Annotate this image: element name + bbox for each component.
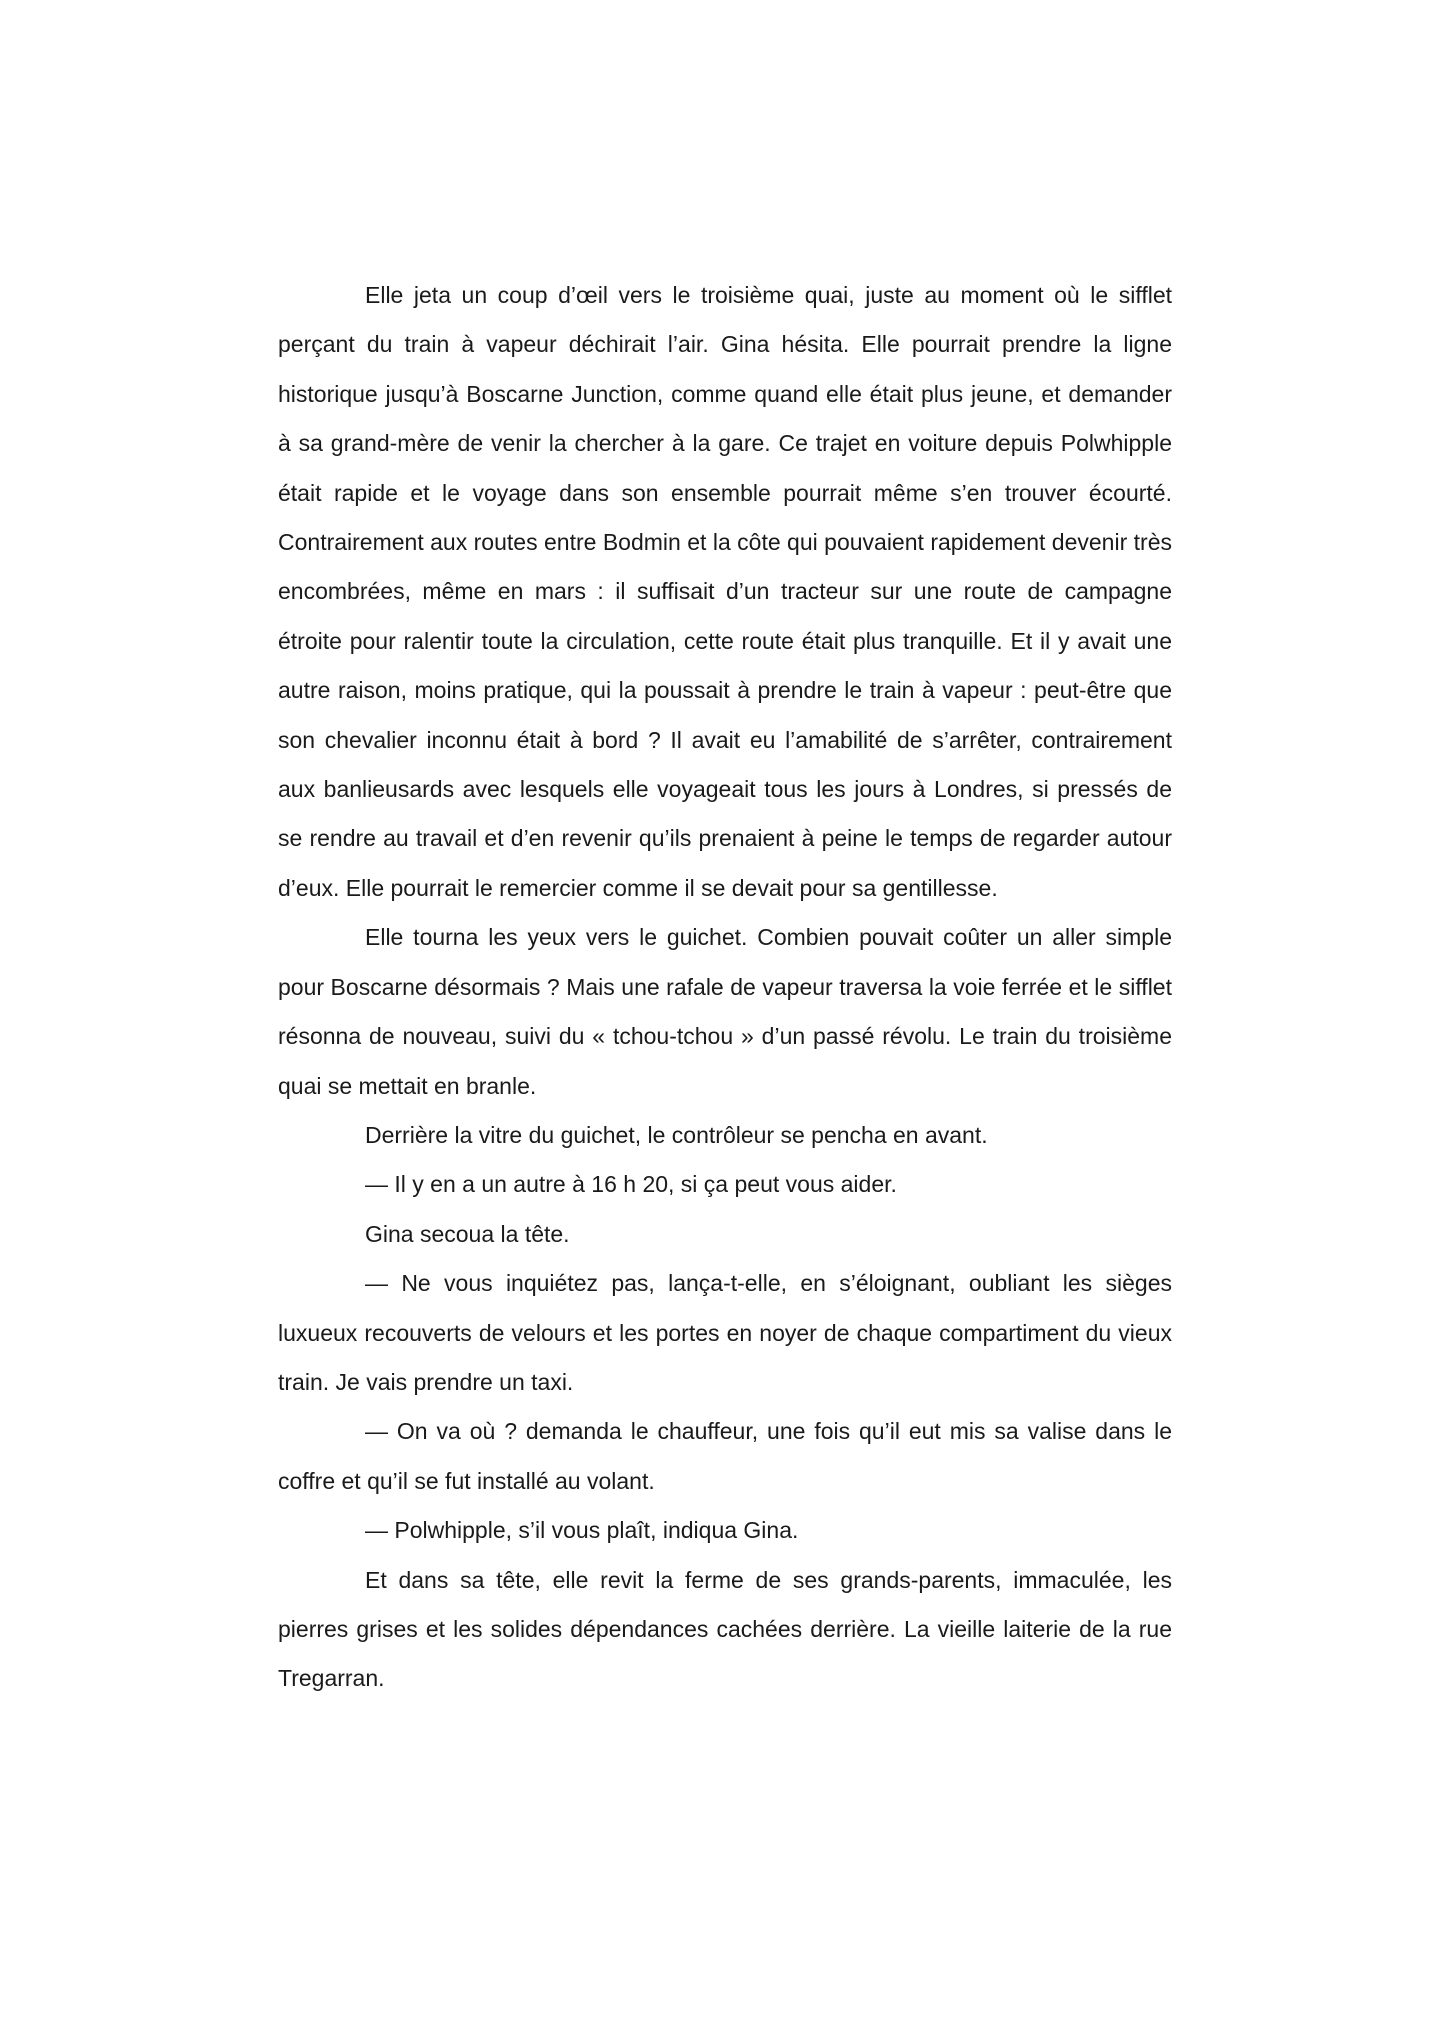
paragraph: — Il y en a un autre à 16 h 20, si ça peut vous aider. — [365, 1171, 897, 1198]
paragraph: — On va où ? demanda le chauffeur, une fois qu’il eut mis sa valise dans le coffre et qu’il se fut installé au volant. — [278, 1418, 1172, 1494]
body-text — [278, 271, 1172, 1704]
paragraph: Et dans sa tête, elle revit la ferme de ses grands-parents, immaculée, les pierres grises et les solides dépendances cachées derrière. La vieille laiterie de la rue Tregarran. — [278, 1566, 1172, 1692]
paragraph: Derrière la vitre du guichet, le contrôleur se pencha en avant. — [365, 1121, 988, 1148]
paragraph: Elle jeta un coup d’œil vers le troisième quai, juste au moment où le sifflet perçant du train à vapeur déchirait l’air. Gina hésita. Elle pourrait prendre la ligne historique jusqu’à Boscarne Junction, comme quand elle était plus jeune, et demander à sa grand-mère de venir la chercher à la gare. Ce trajet en voiture depuis Polwhipple était rapide et le voyage dans son ensemble pourrait même s’en trouver écourté. Contrairement aux routes entre Bodmin et la côte qui pouvaient rapidement devenir très encombrées, même en mars : il suffisait d’un tracteur sur une route de campagne étroite pour ralentir toute la circulation, cette route était plus tranquille. Et il y avait une autre raison, moins pratique, qui la poussait à prendre le train à vapeur : peut-être que son chevalier inconnu était à bord ? Il avait eu l’amabilité de s’arrêter, contrairement aux banlieusards avec lesquels elle voyageait tous les jours à Londres, si pressés de se rendre au travail et d’en revenir qu’ils prenaient à peine le temps de regarder autour d’eux. Elle pourrait le remercier comme il se devait pour sa gentillesse. — [278, 282, 1172, 901]
paragraph: — Ne vous inquiétez pas, lança-t-elle, en s’éloignant, oubliant les sièges luxueux recouverts de velours et les portes en noyer de chaque compartiment du vieux train. Je vais prendre un taxi. — [278, 1270, 1172, 1395]
paragraph: Gina secoua la tête. — [365, 1220, 570, 1247]
paragraph: — Polwhipple, s’il vous plaît, indiqua Gina. — [365, 1517, 799, 1544]
paragraph: Elle tourna les yeux vers le guichet. Combien pouvait coûter un aller simple pour Boscarne désormais ? Mais une rafale de vapeur traversa la voie ferrée et le sifflet résonna de nouveau, suivi du « tchou-tchou » d’un passé révolu. Le train du troisième quai se mettait en branle. — [278, 924, 1172, 1099]
